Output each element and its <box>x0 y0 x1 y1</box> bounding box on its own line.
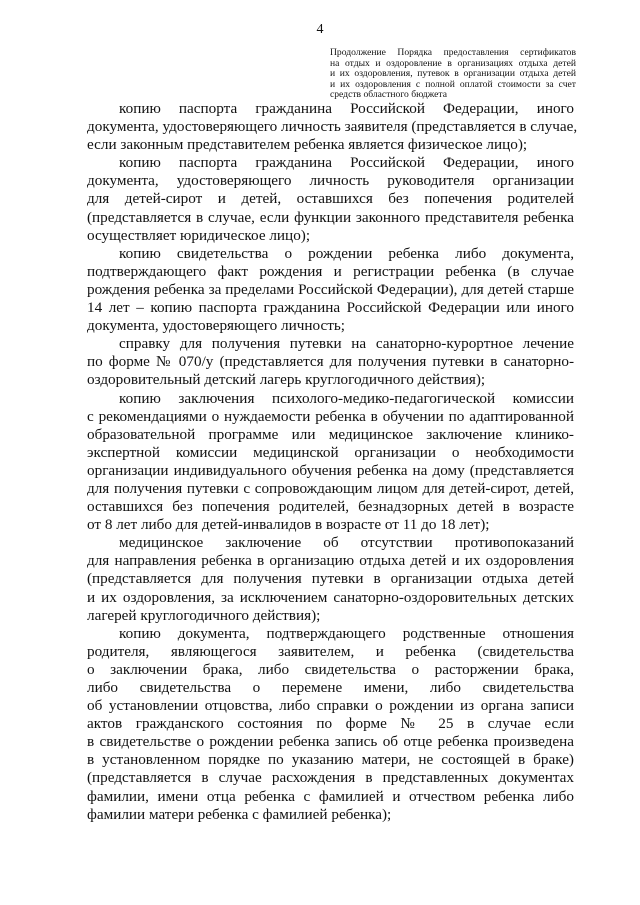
text-line: копию документа, подтверждающего родственные отношения <box>119 624 574 642</box>
text-line: для направления ребенка в организацию отдыха детей и их оздоровления <box>87 552 574 570</box>
text-line: по форме № 070/у (представляется для получения путевки в санаторно- <box>87 353 574 371</box>
running-header-line: средств областного бюджета <box>330 89 447 101</box>
text-line: (представляется для получения путевки в организации отдыха детей <box>87 570 574 588</box>
text-line: копию паспорта гражданина Российской Федерации, иного <box>119 100 574 117</box>
text-line: подтверждающего факт рождения и регистрации ребенка (в случае <box>87 262 574 280</box>
text-line: копию паспорта гражданина Российской Федерации, иного <box>119 154 574 172</box>
text-line: и их оздоровления, за исключением санаторно-оздоровительных детских <box>87 588 574 606</box>
running-header-line: и их оздоровления, путевок в организации отдыха детей <box>330 68 576 80</box>
text-line: образовательной программе или медицинское заключение клинико- <box>87 425 574 443</box>
text-line: документа, удостоверяющего личность руководителя организации <box>87 172 574 190</box>
text-line: в установленном порядке по указанию матери, не состоящей в браке) <box>87 751 574 769</box>
text-line: от 8 лет либо для детей-инвалидов в возрасте от 11 до 18 лет); <box>87 516 490 534</box>
text-line: актов гражданского состояния по форме № 25 в случае если <box>87 715 574 733</box>
text-line: если законным представителем ребенка является физическое лицо); <box>87 136 528 154</box>
body-text <box>87 100 578 824</box>
text-line: лагерей круглогодичного действия); <box>87 606 321 624</box>
text-line: документа, удостоверяющего личность; <box>87 317 346 335</box>
running-header-line: и их оздоровления с полной оплатой стоимости за счет <box>330 78 576 90</box>
text-line: фамилии, имени отца ребенка с фамилией и отчеством ребенка либо <box>87 787 574 805</box>
text-line: либо свидетельства о перемене имени, либо свидетельства <box>87 679 574 696</box>
text-line: медицинское заключение об отсутствии противопоказаний <box>119 534 574 552</box>
text-line: с рекомендациями о нуждаемости ребенка в обучении по адаптированной <box>87 407 574 425</box>
text-line: (представляется в случае, если функции законного представителя ребенка <box>87 208 574 226</box>
text-line: в свидетельстве о рождении ребенка запись об отце ребенка произведена <box>87 733 574 751</box>
text-line: фамилии матери ребенка с фамилией ребенка); <box>87 805 392 823</box>
text-line: справку для получения путевки на санаторно-курортное лечение <box>119 335 574 353</box>
text-line: для получения путевки с сопровождающим лицом для детей-сирот, детей, <box>87 479 574 497</box>
text-line: 14 лет – копию паспорта гражданина Российской Федерации или иного <box>87 299 574 317</box>
running-header <box>330 48 576 101</box>
text-line: копию свидетельства о рождении ребенка либо документа, <box>119 244 574 262</box>
running-header-line: Продолжение Порядка предоставления сертификатов <box>330 47 576 58</box>
text-line: рождения ребенка за пределами Российской Федерации), для детей старше <box>87 280 574 298</box>
text-line: оставшихся без попечения родителей, безнадзорных детей в возрасте <box>87 498 574 516</box>
text-line: об установлении отцовства, либо справки о рождении из органа записи <box>87 697 574 715</box>
text-line: (представляется в случае расхождения в представленных документах <box>87 769 574 787</box>
text-line: оздоровительный детский лагерь круглогодичного действия); <box>87 371 486 389</box>
text-line: организации индивидуального обучения ребенка на дому (представляется <box>87 461 574 479</box>
running-header-line: на отдых и оздоровление в организациях отдыха детей <box>330 57 576 69</box>
text-line: родителя, являющегося заявителем, и ребенка (свидетельства <box>87 642 574 660</box>
text-line: для детей-сирот и детей, оставшихся без попечения родителей <box>87 190 574 208</box>
text-line: осуществляет юридическое лицо); <box>87 226 311 244</box>
text-line: документа, удостоверяющего личность заявителя (представляется в случае, <box>87 118 578 136</box>
page-number: 4 <box>316 22 324 37</box>
text-line: о заключении брака, либо свидетельства о расторжении брака, <box>87 660 574 678</box>
text-line: экспертной комиссии медицинской организации о необходимости <box>87 443 574 461</box>
text-line: копию заключения психолого-медико-педагогической комиссии <box>119 389 574 407</box>
